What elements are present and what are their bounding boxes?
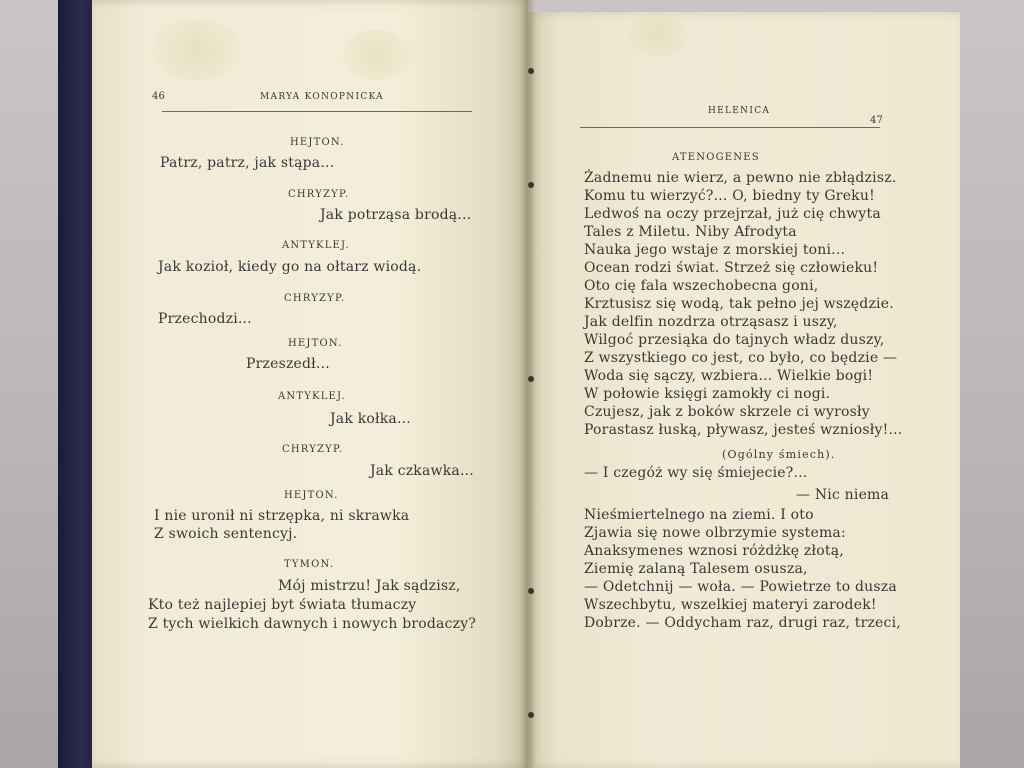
page-stain — [628, 12, 688, 57]
section-heading: ATENOGENES — [672, 152, 760, 163]
verse-line: Ocean rodzi świat. Strzeż się człowieku! — [584, 260, 879, 276]
speaker-label: CHRYZYP. — [288, 189, 350, 200]
book-gutter — [522, 0, 536, 768]
verse-line: Zjawia się nowe olbrzymie systema: — [584, 525, 846, 541]
verse-line: Nieśmiertelnego na ziemi. I oto — [584, 507, 814, 523]
verse-line: Ziemię zalaną Talesem osusza, — [584, 561, 808, 577]
verse-line: Komu tu wierzyć?... O, biedny ty Greku! — [584, 188, 875, 204]
right-page-number: 47 — [870, 115, 884, 126]
verse-line: Anaksymenes wznosi różdżkę złotą, — [584, 543, 844, 559]
verse-line: Jak delfin nozdrza otrząsasz i uszy, — [584, 314, 838, 330]
speaker-label: CHRYZYP. — [284, 293, 346, 304]
verse-line: Przeszedł... — [246, 356, 330, 372]
verse-line: W połowie księgi zamokły ci nogi. — [584, 386, 831, 402]
page-stain — [342, 30, 412, 80]
left-running-head: MARYA KONOPNICKA — [260, 92, 384, 102]
verse-line: Jak kozioł, kiedy go na ołtarz wiodą. — [158, 259, 422, 275]
binding-stitch — [528, 376, 534, 382]
speaker-label: HEJTON. — [290, 137, 345, 148]
verse-line: Z swoich sentencyj. — [154, 526, 298, 542]
verse-line: Patrz, patrz, jak stąpa... — [160, 155, 335, 171]
page-stain — [152, 20, 242, 80]
verse-line: Wilgoć przesiąka do tajnych władz duszy, — [584, 332, 885, 348]
verse-line: Ledwoś na oczy przejrzał, już cię chwyta — [584, 206, 881, 222]
verse-line: Dobrze. — Oddycham raz, drugi raz, trzeci, — [584, 615, 901, 631]
verse-line: Nauka jego wstaje z morskiej toni... — [584, 242, 846, 258]
header-rule — [580, 127, 880, 128]
verse-line: Jak potrząsa brodą... — [320, 207, 472, 223]
verse-line: Wszechbytu, wszelkiej materyi zarodek! — [584, 597, 877, 613]
verse-line: Przechodzi... — [158, 311, 252, 327]
verse-line: — Nic niema — [796, 487, 890, 503]
verse-line: Woda się sączy, wzbiera... Wielkie bogi! — [584, 368, 874, 384]
verse-line: — Odetchnij — woła. — Powietrze to dusza — [584, 579, 897, 595]
verse-line: Tales z Miletu. Niby Afrodyta — [584, 224, 797, 240]
verse-line: — I czegóż wy się śmiejecie?... — [584, 465, 808, 481]
speaker-label: ANTYKLEJ. — [282, 240, 350, 251]
header-rule — [162, 111, 472, 112]
right-running-head: HELENICA — [708, 106, 771, 116]
right-page — [528, 12, 960, 768]
verse-line: Z wszystkiego co jest, co było, co będzie — — [584, 350, 898, 366]
speaker-label: TYMON. — [284, 559, 335, 570]
binding-stitch — [528, 712, 534, 718]
verse-line: I nie uronił ni strzępka, ni skrawka — [154, 508, 410, 524]
binding-stitch — [528, 182, 534, 188]
stage-direction: (Ogólny śmiech). — [722, 448, 836, 461]
speaker-label: HEJTON. — [284, 490, 339, 501]
speaker-label: CHRYZYP. — [282, 444, 344, 455]
verse-line: Kto też najlepiej byt świata tłumaczy — [148, 597, 417, 613]
verse-line: Jak czkawka... — [370, 463, 474, 479]
verse-line: Porastasz łuską, pływasz, jesteś wzniosły!... — [584, 422, 903, 438]
verse-line: Z tych wielkich dawnych i nowych brodaczy? — [148, 616, 477, 632]
verse-line: Oto cię fala wszechobecna goni, — [584, 278, 819, 294]
verse-line: Czujesz, jak z boków skrzele ci wyrosły — [584, 404, 870, 420]
speaker-label: HEJTON. — [288, 338, 343, 349]
left-page-number: 46 — [152, 91, 166, 102]
speaker-label: ANTYKLEJ. — [278, 391, 346, 402]
verse-line: Żadnemu nie wierz, a pewno nie zbłądzisz. — [584, 170, 897, 186]
verse-line: Mój mistrzu! Jak sądzisz, — [278, 578, 461, 594]
binding-stitch — [528, 68, 534, 74]
verse-line: Jak kołka... — [330, 411, 411, 427]
binding-stitch — [528, 588, 534, 594]
verse-line: Krztusisz się wodą, tak pełno jej wszędzie. — [584, 296, 894, 312]
left-page — [92, 0, 528, 768]
